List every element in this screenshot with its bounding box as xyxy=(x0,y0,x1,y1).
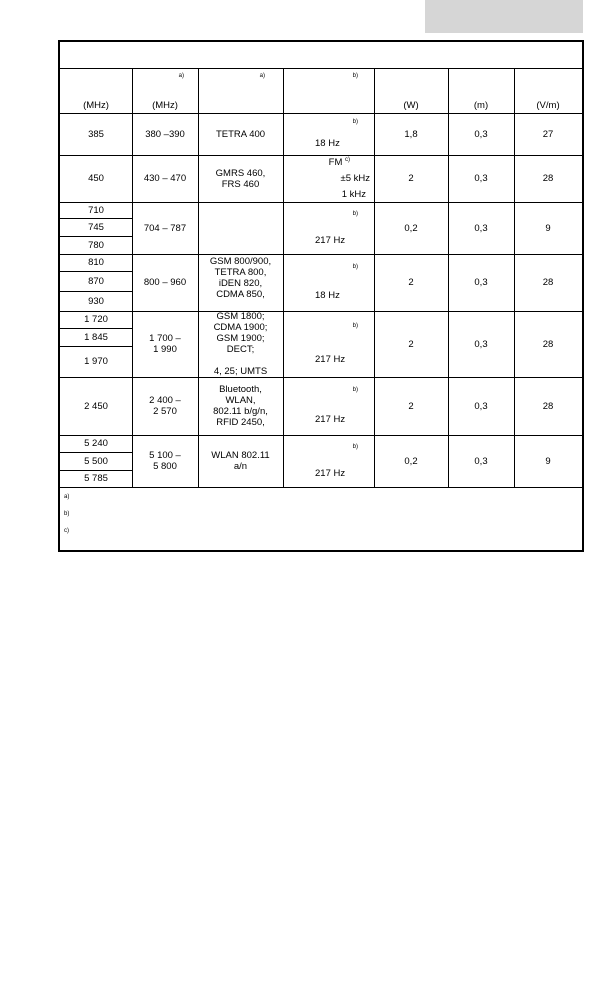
freq-cell: 780 xyxy=(88,239,104,251)
mod-text: 217 Hz xyxy=(315,414,346,425)
mod-text: 18 Hz xyxy=(315,290,340,302)
mod-fm-text: FM xyxy=(328,157,343,168)
power-cell: 2 xyxy=(408,173,414,184)
freq-cell: 1 970 xyxy=(84,356,108,367)
mod-text: 18 Hz xyxy=(315,138,340,149)
distance-cell: 0,3 xyxy=(474,128,488,140)
service-cell: GMRS 460, FRS 460 xyxy=(215,167,266,190)
level-cell: 9 xyxy=(545,455,551,467)
power-cell: 2 xyxy=(408,400,414,412)
modulation-cell xyxy=(283,155,374,202)
footnote-c: c) xyxy=(64,528,69,534)
service-cell: TETRA 400 xyxy=(215,128,266,140)
freq-cell: 745 xyxy=(88,221,104,233)
header-level-unit: (V/m) xyxy=(536,100,560,111)
level-cell: 28 xyxy=(542,173,554,184)
footnote-a: a) xyxy=(64,494,70,500)
band-cell: 2 400 – 2 570 xyxy=(149,395,181,417)
header-distance xyxy=(448,70,514,114)
modulation-cell xyxy=(283,311,374,377)
band-cell: 430 – 470 xyxy=(143,173,187,184)
mod-sup: b) xyxy=(352,263,358,270)
distance-cell: 0,3 xyxy=(474,277,488,288)
level-cell: 28 xyxy=(542,400,554,412)
modulation-cell xyxy=(283,435,374,487)
header-level xyxy=(514,70,582,114)
power-cell: 2 xyxy=(408,277,414,288)
header-band-unit: (MHz) xyxy=(152,100,178,111)
freq-cell: 2 450 xyxy=(84,400,108,412)
level-cell: 28 xyxy=(542,277,554,288)
section-tab xyxy=(425,0,583,33)
band-cell: 5 100 – 5 800 xyxy=(149,450,181,472)
header-power-unit: (W) xyxy=(403,100,419,111)
header-distance-unit: (m) xyxy=(473,100,489,111)
mod-text: 217 Hz xyxy=(315,234,346,246)
header-power xyxy=(374,70,448,114)
header-frequency xyxy=(60,70,132,114)
distance-cell: 0,3 xyxy=(474,455,488,467)
freq-cell: 385 xyxy=(88,128,104,140)
footnote-b: b) xyxy=(64,511,70,517)
header-modulation-sup: b) xyxy=(352,73,358,79)
header-service-sup: a) xyxy=(259,73,265,79)
service-cell: GSM 1800; CDMA 1900; GSM 1900; DECT; 4, 25; UMTS xyxy=(213,311,268,377)
distance-cell: 0,3 xyxy=(474,338,488,350)
freq-cell: 450 xyxy=(88,173,104,184)
service-cell: Bluetooth, WLAN, 802.11 b/g/n, RFID 2450, xyxy=(213,384,268,428)
freq-cell: 930 xyxy=(88,295,104,307)
modulation-cell xyxy=(283,254,374,311)
service-cell: WLAN 802.11 a/n xyxy=(211,450,270,472)
header-service xyxy=(198,70,283,114)
band-cell: 380 –390 xyxy=(145,128,185,140)
freq-cell: 710 xyxy=(88,204,104,216)
mod-sup: b) xyxy=(352,323,358,329)
title-divider xyxy=(60,68,582,69)
freq-cell: 810 xyxy=(88,257,104,268)
immunity-table xyxy=(58,40,584,552)
header-band-sup: a) xyxy=(178,73,184,79)
freq-cell: 5 785 xyxy=(84,473,108,484)
mod-deviation: ±5 kHz xyxy=(340,173,370,184)
band-cell: 1 700 – 1 990 xyxy=(149,333,181,355)
mod-sup: b) xyxy=(352,443,358,450)
power-cell: 2 xyxy=(408,338,414,350)
band-cell: 704 – 787 xyxy=(143,222,187,234)
mod-fm xyxy=(329,157,350,168)
freq-cell: 1 720 xyxy=(84,314,108,325)
service-cell xyxy=(198,202,283,254)
power-cell: 1,8 xyxy=(404,128,418,140)
mod-sup: b) xyxy=(352,210,358,217)
level-cell: 28 xyxy=(542,338,554,350)
header-modulation xyxy=(283,70,374,114)
modulation-cell xyxy=(283,113,374,155)
service-cell: GSM 800/900, TETRA 800, iDEN 820, CDMA 850, xyxy=(209,256,272,300)
modulation-cell xyxy=(283,377,374,435)
level-cell: 9 xyxy=(545,222,551,234)
mod-rate: 1 kHz xyxy=(341,189,366,200)
freq-cell: 5 240 xyxy=(84,438,108,449)
mod-sup: b) xyxy=(352,387,358,393)
band-cell: 800 – 960 xyxy=(143,277,187,288)
power-cell: 0,2 xyxy=(404,222,418,234)
mod-sup: c) xyxy=(345,157,350,163)
power-cell: 0,2 xyxy=(404,455,418,467)
header-band xyxy=(132,70,198,114)
level-cell: 27 xyxy=(542,128,554,140)
footnote-divider xyxy=(60,487,582,488)
freq-cell: 870 xyxy=(88,275,104,287)
distance-cell: 0,3 xyxy=(474,400,488,412)
distance-cell: 0,3 xyxy=(474,173,488,184)
mod-text: 217 Hz xyxy=(315,354,346,365)
header-frequency-unit: (MHz) xyxy=(83,100,109,111)
freq-cell: 1 845 xyxy=(84,331,108,343)
freq-cell: 5 500 xyxy=(84,455,108,467)
distance-cell: 0,3 xyxy=(474,222,488,234)
modulation-cell xyxy=(283,202,374,254)
mod-text: 217 Hz xyxy=(315,467,346,479)
mod-sup: b) xyxy=(352,119,358,125)
